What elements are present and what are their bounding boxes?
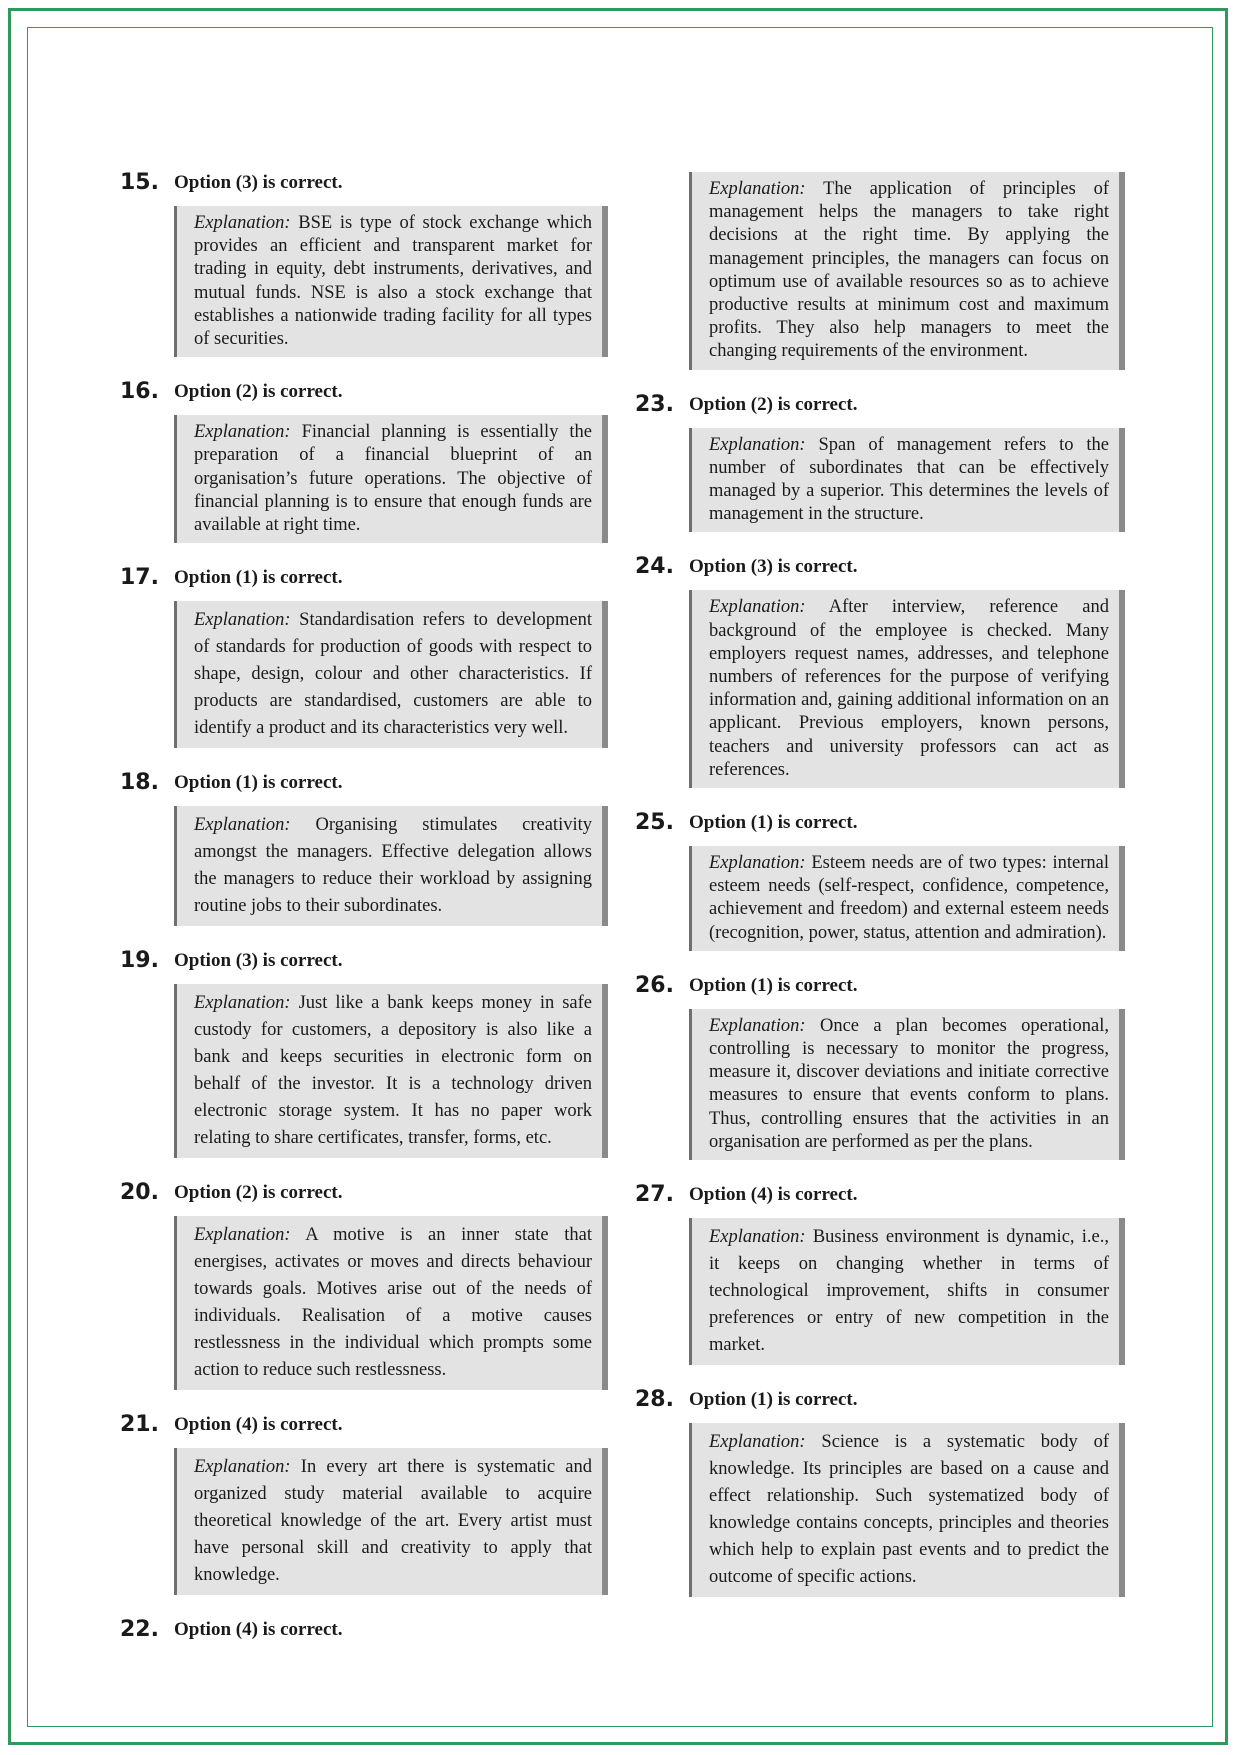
answer-line: Option (4) is correct.	[174, 1414, 343, 1436]
explanation-label: Explanation:	[194, 1225, 291, 1246]
answer-line: Option (2) is correct.	[689, 393, 858, 415]
explanation-label: Explanation:	[709, 1432, 806, 1453]
question-22-explanation-continued	[635, 172, 1125, 370]
question-number: 27.	[635, 1182, 674, 1208]
question-number: 19.	[120, 948, 159, 974]
question-20	[120, 1180, 608, 1390]
explanation-label: Explanation:	[194, 993, 291, 1014]
explanation-label: Explanation:	[709, 853, 806, 874]
question-number: 22.	[120, 1617, 159, 1643]
question-28	[635, 1387, 1125, 1597]
answer-line: Option (4) is correct.	[174, 1619, 343, 1641]
question-number: 15.	[120, 170, 159, 195]
question-17	[120, 565, 608, 748]
question-number: 26.	[635, 972, 674, 998]
answer-line: Option (3) is correct.	[174, 950, 343, 972]
answer-line: Option (3) is correct.	[174, 172, 343, 193]
explanation-label: Explanation:	[709, 597, 806, 618]
explanation-label: Explanation:	[194, 213, 291, 233]
answer-line: Option (4) is correct.	[689, 1184, 858, 1206]
question-number: 21.	[120, 1412, 159, 1438]
explanation-box	[174, 601, 608, 748]
question-number: 24.	[635, 554, 674, 580]
question-24	[635, 554, 1125, 788]
explanation-text: Just like a bank keeps money in safe custody for customers, a depository is also like a bank and keeps securities in electronic form on behalf of the investor. It is a technology driven electronic storage system. It has no paper work relating to share certificates, transfer, forms, etc.	[194, 993, 592, 1149]
question-27	[635, 1182, 1125, 1365]
question-number: 17.	[120, 565, 159, 591]
explanation-text: A motive is an inner state that energises, activates or moves and directs behaviour towards goals. Motives arise out of the needs of individuals. Realisation of a motive causes restlessness in the individual which prompts some action to reduce such restlessness.	[194, 1225, 592, 1381]
explanation-box	[174, 984, 608, 1158]
explanation-label: Explanation:	[709, 1227, 806, 1248]
explanation-label: Explanation:	[194, 815, 291, 836]
explanation-label: Explanation:	[709, 179, 806, 199]
explanation-box	[174, 1448, 608, 1595]
explanation-text: After interview, reference and background of the employee is checked. Many employers request names, addresses, and telephone numbers of references for the purpose of verifying information and, gaining additional information on an applicant. Previous employers, known persons, teachers and university professors can act as references.	[709, 597, 1109, 780]
explanation-box	[689, 172, 1125, 370]
explanation-box	[689, 428, 1125, 533]
question-22	[120, 1617, 608, 1643]
explanation-box	[689, 1423, 1125, 1597]
explanation-box	[174, 206, 608, 357]
answer-line: Option (3) is correct.	[689, 556, 858, 578]
explanation-text: Standardisation refers to development of standards for production of goods with respect to shape, design, colour and other characteristics. If products are standardised, customers are able to identify a product and its characteristics very well.	[194, 610, 593, 739]
explanation-text: Financial planning is essentially the preparation of a financial blueprint of an organisation’s future operations. The objective of financial planning is to ensure that enough funds are available at right time.	[194, 422, 593, 536]
explanation-box	[689, 846, 1125, 951]
answer-line: Option (1) is correct.	[689, 812, 858, 834]
question-number: 20.	[120, 1180, 159, 1206]
explanation-label: Explanation:	[709, 1015, 806, 1036]
explanation-box	[174, 1216, 608, 1390]
explanation-box	[174, 806, 608, 926]
answer-line: Option (2) is correct.	[174, 381, 343, 403]
answer-line: Option (1) is correct.	[174, 567, 343, 589]
question-number: 25.	[635, 810, 674, 836]
question-number: 16.	[120, 379, 159, 405]
question-16	[120, 379, 608, 543]
explanation-label: Explanation:	[194, 610, 291, 631]
right-column	[635, 172, 1125, 1619]
explanation-box	[689, 590, 1125, 788]
question-23	[635, 392, 1125, 533]
explanation-text: Esteem needs are of two types: internal esteem needs (self-respect, confidence, competence, achievement and freedom) and external esteem needs (recognition, power, status, attention and admiration).	[709, 853, 1110, 943]
question-number: 23.	[635, 391, 674, 417]
explanation-text: Once a plan becomes operational, controlling is necessary to monitor the progress, measure it, discover deviations and initiate corrective measures to ensure that events conform to plans. Thus, controlling ensures that the activities in an organisation are performed as per the plans.	[709, 1015, 1109, 1152]
explanation-text: BSE is type of stock exchange which provides an efficient and transparent market for trading in equity, debt instruments, derivatives, and mutual funds. NSE is also a stock exchange that establishes a nationwide trading facility for all types of securities.	[194, 213, 593, 350]
explanation-box	[689, 1218, 1125, 1365]
answer-line: Option (1) is correct.	[689, 974, 858, 996]
explanation-text: In every art there is systematic and organized study material available to acquire theoretical knowledge of the art. Every artist must have personal skill and creativity to apply that knowledge.	[194, 1457, 593, 1586]
explanation-text: Span of management refers to the number of subordinates that can be effectively managed by a superior. This determines the levels of management in the structure.	[709, 434, 1109, 525]
explanation-text: The application of principles of management helps the managers to take right decisions at the right time. By applying the management principles, the managers can focus on optimum use of available resources so as to achieve productive results at minimum cost and maximum profits. They also help managers to meet the changing requirements of the environment.	[709, 179, 1109, 362]
explanation-text: Organising stimulates creativity amongst the managers. Effective delegation allows the managers to reduce their workload by assigning routine jobs to their subordinates.	[194, 815, 592, 917]
explanation-text: Science is a systematic body of knowledge. Its principles are based on a cause and effect relationship. Such systematized body of knowledge contains concepts, principles and theories which help to explain past events and to predict the outcome of specific actions.	[709, 1432, 1110, 1588]
question-26	[635, 973, 1125, 1160]
explanation-text: Business environment is dynamic, i.e., it keeps on changing whether in terms of technological improvement, shifts in consumer preferences or entry of new competition in the market.	[709, 1227, 1110, 1356]
question-number: 28.	[635, 1387, 674, 1413]
explanation-box	[174, 415, 608, 543]
answer-line: Option (2) is correct.	[174, 1182, 343, 1204]
answer-line: Option (1) is correct.	[174, 772, 343, 794]
question-number: 18.	[120, 770, 159, 796]
explanation-label: Explanation:	[194, 422, 291, 443]
explanation-box	[689, 1009, 1125, 1160]
answer-line: Option (1) is correct.	[689, 1389, 858, 1411]
left-column	[120, 168, 608, 1665]
question-18	[120, 770, 608, 926]
question-15	[120, 170, 608, 357]
explanation-label: Explanation:	[194, 1457, 291, 1478]
explanation-label: Explanation:	[709, 434, 806, 455]
question-19	[120, 948, 608, 1158]
question-21	[120, 1412, 608, 1595]
question-25	[635, 810, 1125, 951]
